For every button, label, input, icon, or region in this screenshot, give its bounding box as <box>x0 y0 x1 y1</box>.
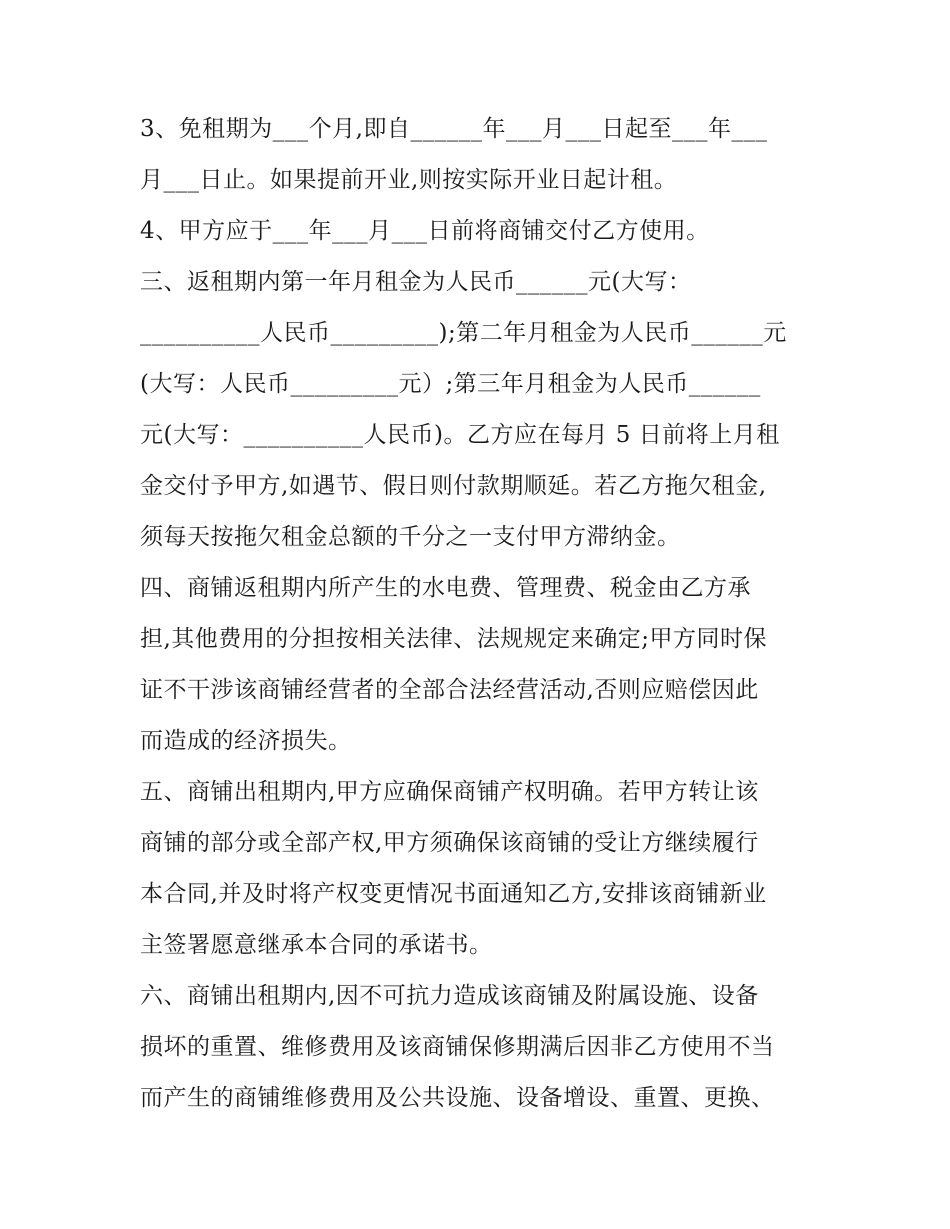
document-body <box>140 104 820 1124</box>
text-line: 3、免租期为___个月,即自______年___月___日起至___年___ <box>140 116 768 142</box>
text-line: 担,其他费用的分担按相关法律、法规规定来确定;甲方同时保 <box>140 626 768 652</box>
text-line: 而造成的经济损失。 <box>140 728 352 754</box>
text-line: 而产生的商铺维修费用及公共设施、设备增设、重置、更换、 <box>140 1085 775 1111</box>
text-line: __________人民币_________);第二年月租金为人民币______元 <box>140 320 787 346</box>
text-line: 四、商铺返租期内所产生的水电费、管理费、税金由乙方承 <box>140 575 751 601</box>
text-line: 须每天按拖欠租金总额的千分之一支付甲方滞纳金。 <box>140 524 681 550</box>
text-line: 本合同,并及时将产权变更情况书面通知乙方,安排该商铺新业 <box>140 881 767 907</box>
text-line: (大写：人民币_________元）;第三年月租金为人民币______ <box>140 371 761 397</box>
text-line: 证不干涉该商铺经营者的全部合法经营活动,否则应赔偿因此 <box>140 677 759 703</box>
text-line: 月___日止。如果提前开业,则按实际开业日起计租。 <box>140 167 678 193</box>
text-line: 损坏的重置、维修费用及该商铺保修期满后因非乙方使用不当 <box>140 1034 775 1060</box>
text-line: 金交付予甲方,如遇节、假日则付款期顺延。若乙方拖欠租金, <box>140 473 767 499</box>
text-line: 商铺的部分或全部产权,甲方须确保该商铺的受让方继续履行 <box>140 830 759 856</box>
text-line: 五、商铺出租期内,甲方应确保商铺产权明确。若甲方转让该 <box>140 779 759 805</box>
text-line: 元(大写：__________人民币)。乙方应在每月 5 日前将上月租 <box>140 422 780 448</box>
text-line: 主签署愿意继承本合同的承诺书。 <box>140 932 493 958</box>
text-line: 三、返租期内第一年月租金为人民币______元(大写： <box>140 269 692 295</box>
text-line: 六、商铺出租期内,因不可抗力造成该商铺及附属设施、设备 <box>140 983 759 1009</box>
text-line: 4、甲方应于___年___月___日前将商铺交付乙方使用。 <box>140 218 710 244</box>
